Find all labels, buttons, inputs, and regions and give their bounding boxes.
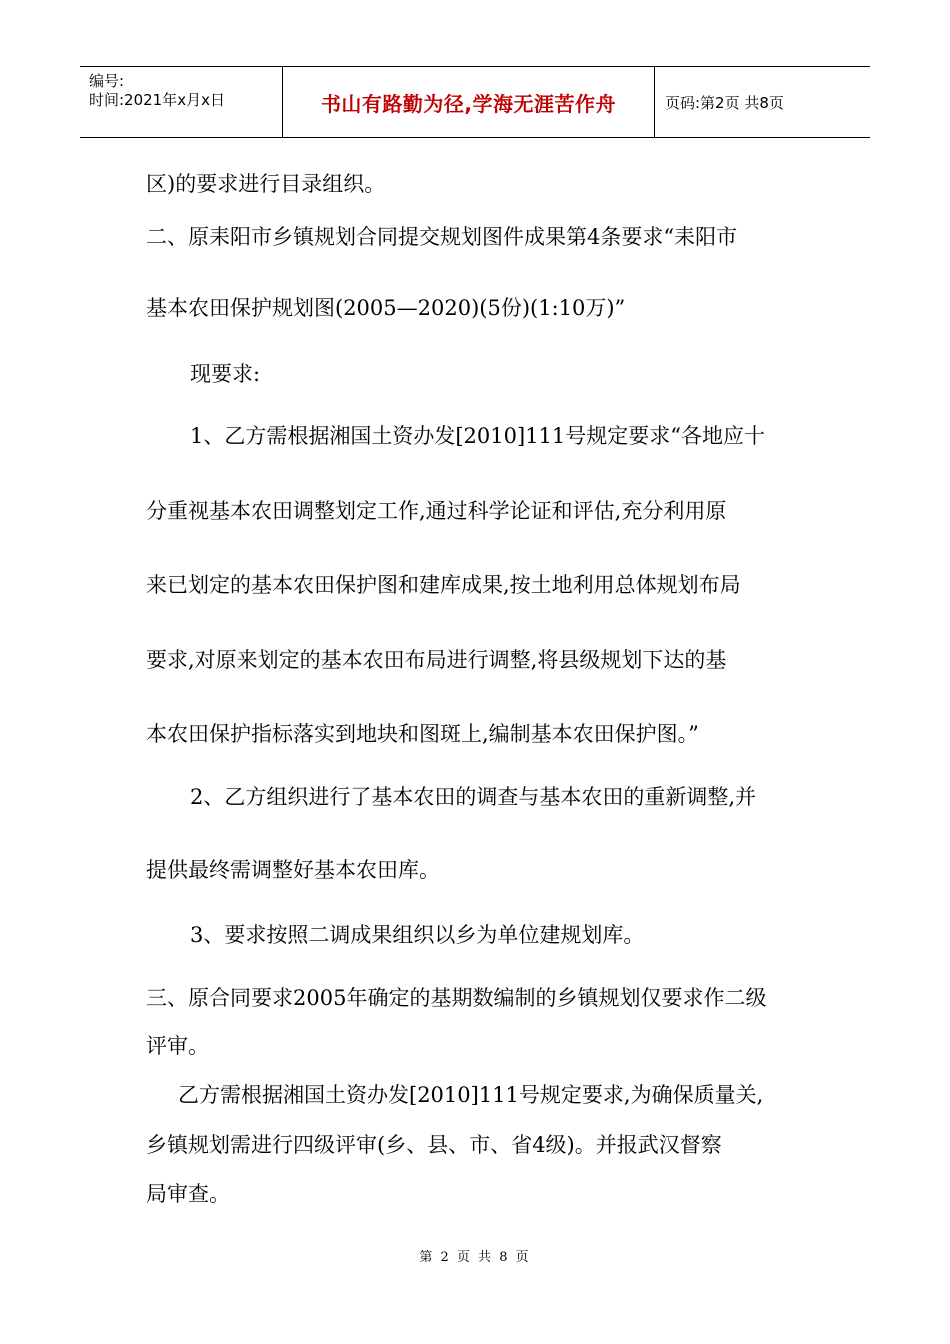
body-line: 2、乙方组织进行了基本农田的调查与基本农田的重新调整,并 [190, 785, 757, 809]
body-line: 1、乙方需根据湘国土资办发[2010]111号规定要求“各地应十 [190, 424, 766, 448]
body-line: 乙方需根据湘国土资办发[2010]111号规定要求,为确保质量关, [178, 1083, 764, 1107]
body-line: 乡镇规划需进行四级评审(乡、县、市、省4级)。并报武汉督察 [146, 1133, 722, 1157]
body-line: 本农田保护指标落实到地块和图斑上,编制基本农田保护图。” [146, 722, 699, 746]
body-line: 提供最终需调整好基本农田库。 [146, 858, 440, 882]
page-header [80, 66, 870, 138]
body-line: 二、原耒阳市乡镇规划合同提交规划图件成果第4条要求“耒阳市 [146, 225, 738, 249]
motto-text: 书山有路勤为径,学海无涯苦作舟 [320, 91, 617, 116]
body-line: 评审。 [146, 1034, 209, 1058]
body-line: 三、原合同要求2005年确定的基期数编制的乡镇规划仅要求作二级 [146, 986, 767, 1010]
body-line: 基本农田保护规划图(2005—2020)(5份)(1:10万)” [146, 296, 626, 320]
body-line: 分重视基本农田调整划定工作,通过科学论证和评估,充分利用原 [146, 499, 727, 523]
body-line: 现要求: [190, 362, 261, 386]
body-line: 区)的要求进行目录组织。 [146, 172, 386, 196]
body-line: 局审查。 [146, 1182, 230, 1206]
header-motto-cell [283, 67, 655, 137]
page-footer: 第 2 页 共 8 页 [419, 1250, 531, 1265]
document-date: 时间:2021年x月x日 [89, 91, 225, 109]
document-number: 编号: [89, 72, 125, 90]
header-page-cell [655, 67, 870, 137]
header-page-number: 页码:第2页 共8页 [665, 93, 784, 112]
body-line: 来已划定的基本农田保护图和建库成果,按土地利用总体规划布局 [146, 573, 741, 597]
header-info-cell [80, 67, 283, 137]
body-line: 要求,对原来划定的基本农田布局进行调整,将县级规划下达的基 [146, 648, 727, 672]
body-line: 3、要求按照二调成果组织以乡为单位建规划库。 [190, 923, 645, 947]
